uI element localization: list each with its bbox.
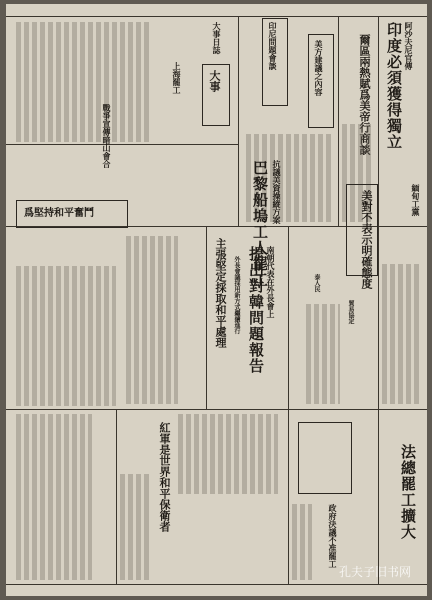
diary-headline: 大事 [208,70,221,92]
body-text [382,264,422,404]
lead-headline: 印度必須獲得獨立 [385,22,403,150]
section-rule [6,409,427,410]
burma-kicker: 緬甸工黨 [411,184,421,216]
body-text [126,236,178,404]
column-rule [116,409,117,584]
korea-sub1: 外長會議採用新方式繼續進行 [233,256,240,334]
council-headline: 政府決議不准罷工 [328,504,338,568]
attitude-headline: 美對不表示明確態度 [360,190,373,289]
top-rule [6,16,427,17]
column-rule [338,16,339,226]
indonesia-headline: 印尼問題會談 [268,22,278,70]
wounded-headline: 戰爭宣傳暗山會合 [102,104,112,168]
column-rule [206,226,207,409]
body-text [16,266,116,406]
body-text [120,474,152,580]
korea-kicker: 南朝代表在外長會上 [266,246,276,318]
korea-headline: 提出對韓問題報告 [247,246,265,374]
section-rule [6,144,238,145]
france-headline: 法總罷工擴大 [399,444,417,540]
bottom-rule [6,584,427,585]
body-text [306,304,340,404]
us-headline: 美方建議之內容 [314,40,324,96]
body-text [292,504,312,580]
column-rule [238,16,239,226]
body-text [16,22,152,142]
column-rule [378,16,379,584]
paris-kicker: 抗議美資操縱方案 [272,160,282,224]
red-army-headline: 紅軍是世界和平保衛者 [158,422,171,532]
peace-fight-headline: 爲堅持和平奮鬥 [24,208,94,219]
headline-box [298,422,352,494]
newspaper-page [6,4,427,596]
shanghai-headline: 上海罷工 [172,62,182,94]
trade-headline: 貿易協定 [347,300,354,324]
column-rule [288,226,289,584]
paris-headline: 巴黎船塢工人罷工 [251,160,269,288]
watermark-logo: 孔夫子旧书网 [338,565,411,579]
thai-headline: 泰人民 [313,274,320,292]
events-headline: 大事日誌 [212,22,222,54]
policy-headline: 主張堅定採取和平處理 [214,238,227,348]
body-text [178,414,278,494]
lead-subhead: 爾區兩熱賦爲美帝行商談 [358,34,371,155]
lead-kicker: 阿沙夫尼官傳 [404,22,414,70]
body-text [16,414,92,580]
